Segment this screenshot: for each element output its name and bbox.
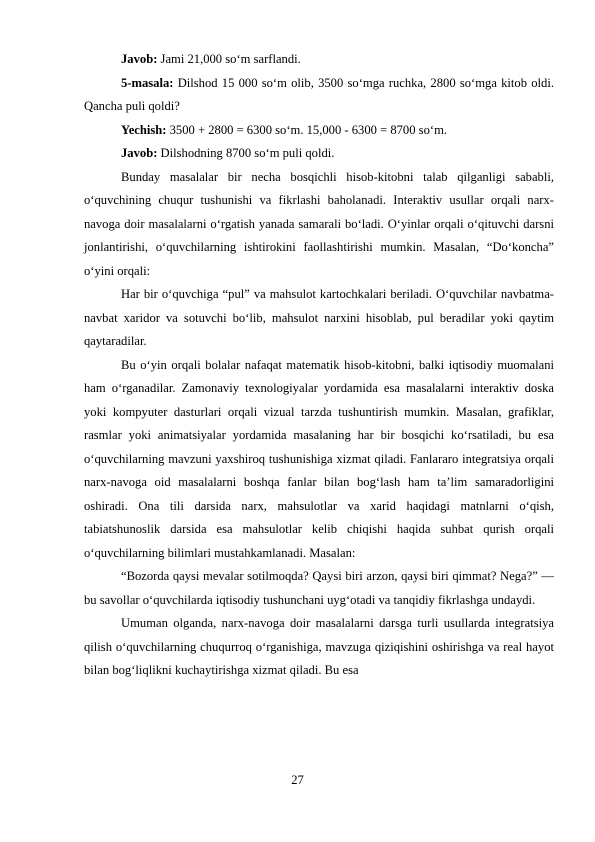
paragraph-text: Har bir o‘quvchiga “pul” va mahsulot kartochkalari beriladi. O‘quvchilar navbatma-navbat xaridor va sotuvchi bo‘lib, mahsulot narxini hisoblab, pul beradilar yoki qaytim qaytaradilar. xyxy=(84,287,554,348)
paragraph-body xyxy=(84,283,554,354)
paragraph-lead: Javob: xyxy=(121,146,158,160)
paragraph-text: Dilshod 15 000 so‘m olib, 3500 so‘mga ruchka, 2800 so‘mga kitob oldi. Qancha puli qoldi? xyxy=(84,75,554,113)
paragraph-text: Umuman olganda, narx-navoga doir masalalarni darsga turli usullarda integratsiya qilish o‘quvchilarning chuqurroq o‘rganishiga, mavzuga qiziqishini oshirishga va real hayot bilan bog‘liqlikni kuchaytirishga xizmat qiladi. Bu esa xyxy=(84,616,554,677)
paragraph-problem-5 xyxy=(84,72,554,119)
paragraph-text: Jami 21,000 so‘m sarflandi. xyxy=(157,52,301,66)
paragraph-text: Bu o‘yin orqali bolalar nafaqat matematik hisob-kitobni, balki iqtisodiy muomalani ham o‘rganadilar. Zamonaviy texnologiyalar yordamida esa masalalarni interaktiv doska yoki kompyuter dasturlari orqali vizual tarzda tushuntirish mumkin. Masalan, grafiklar, rasmlar yoki animatsiyalar yordamida masalaning har bir bosqichi ko‘rsatiladi, bu esa o‘quvchilarning mavzuni yaxshiroq tushunishiga xizmat qiladi. Fanlararo integratsiya orqali narx-navoga oid masalalarni boshqa fanlar bilan bog‘lash ham ta’lim samaradorligini oshiradi. Ona tili darsida narx, mahsulotlar va xarid haqidagi matnlarni o‘qish, tabiatshunoslik darsida esa mahsulotlar kelib chiqishi haqida suhbat qurish orqali o‘quvchilarning bilimlari mustahkamlanadi. Masalan: xyxy=(84,357,554,560)
document-body xyxy=(84,48,554,683)
paragraph-solution xyxy=(84,119,554,143)
paragraph-lead: Yechish: xyxy=(121,122,167,137)
paragraph-body xyxy=(84,166,554,284)
paragraph-text: Dilshodning 8700 so‘m puli qoldi. xyxy=(157,146,335,160)
paragraph-answer-2 xyxy=(84,142,554,166)
paragraph-lead: Javob: xyxy=(121,52,158,66)
paragraph-text: Bunday masalalar bir necha bosqichli hisob-kitobni talab qilganligi sababli, o‘quvchining chuqur tushunishi va fikrlashi baholanadi. Interaktiv usullar orqali narx-navoga doir masalalarni o‘rgatish yanada samarali bo‘ladi. O‘yinlar orqali o‘qituvchi darsni jonlantirishi, o‘quvchilarning ishtirokini faollashtirishi mumkin. Masalan, “Do‘koncha” o‘yini orqali: xyxy=(84,169,554,278)
page-number: 27 xyxy=(291,773,304,787)
paragraph-body xyxy=(84,612,554,683)
paragraph-quote xyxy=(84,565,554,612)
paragraph-lead: 5-masala: xyxy=(121,75,174,90)
paragraph-text: “Bozorda qaysi mevalar sotilmoqda? Qaysi biri arzon, qaysi biri qimmat? Nega?” — bu savollar o‘quvchilarda iqtisodiy tushunchani uyg‘otadi va tanqidiy fikrlashga undaydi. xyxy=(84,569,554,607)
paragraph-text: 3500 + 2800 = 6300 so‘m. 15,000 - 6300 = 8700 so‘m. xyxy=(166,122,448,137)
paragraph-body xyxy=(84,354,554,566)
paragraph-answer-1 xyxy=(84,48,554,72)
